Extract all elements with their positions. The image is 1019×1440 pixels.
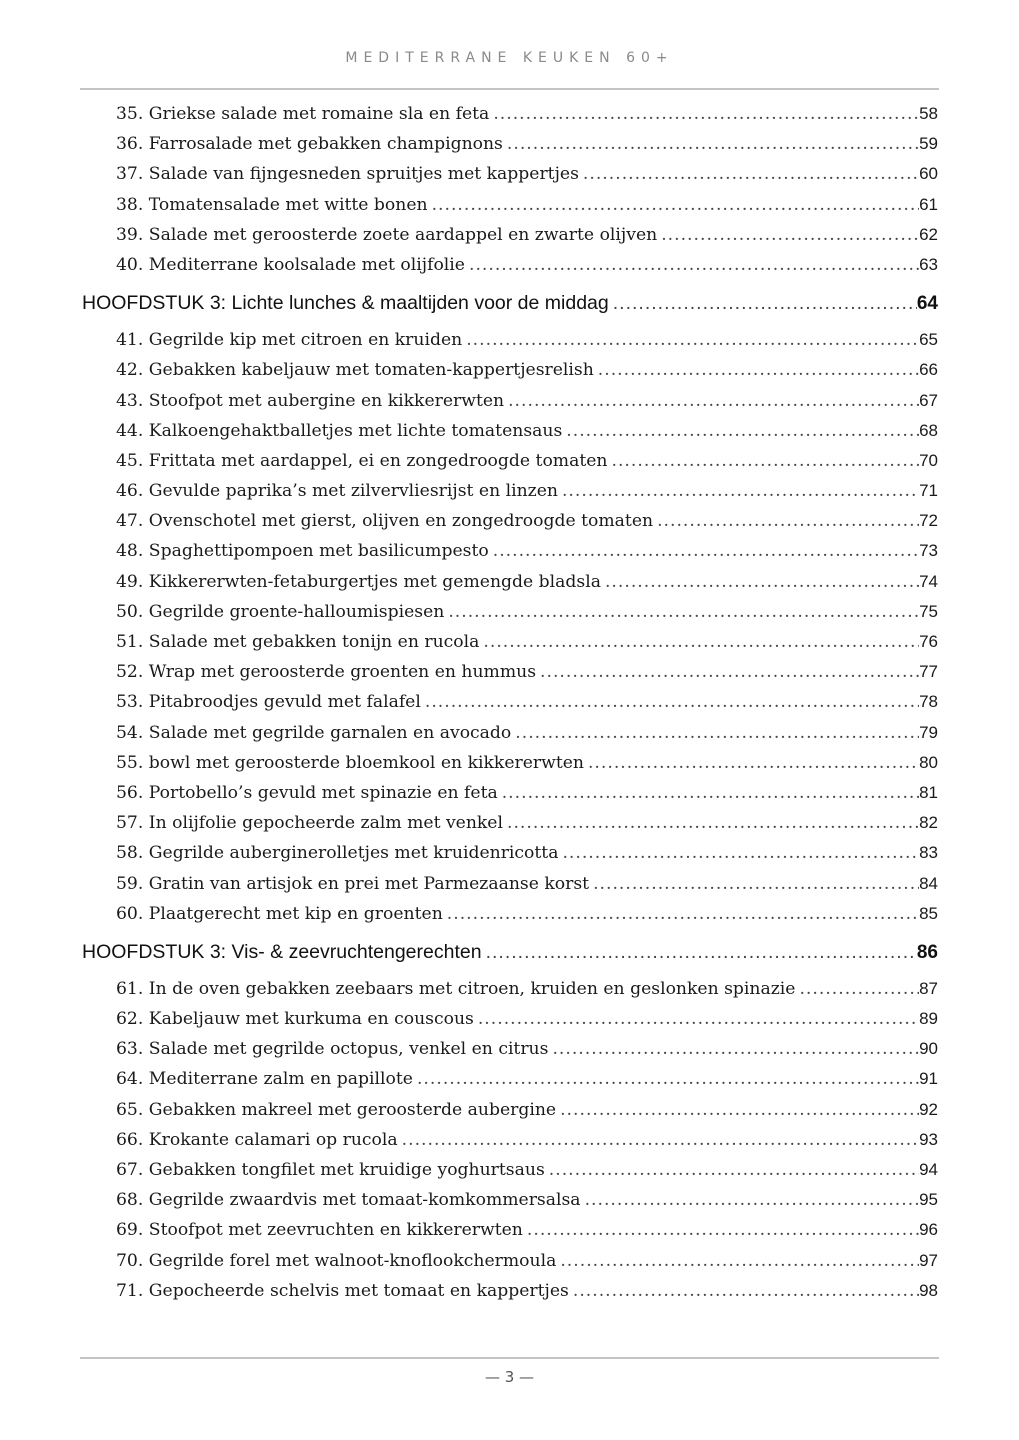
- toc-entry-page-number: 79: [919, 722, 938, 742]
- toc-entry: [82, 1155, 938, 1185]
- dot-leader: [657, 220, 919, 250]
- toc-entry-title: 56. Portobello’s gevuld met spinazie en feta: [116, 782, 498, 803]
- dot-leader: [482, 937, 917, 967]
- toc-entry: [82, 838, 938, 868]
- toc-entry-page-number: 77: [919, 662, 938, 682]
- dot-leader: [489, 536, 919, 566]
- toc-entry: [82, 1004, 938, 1034]
- toc-entry-page-number: 76: [919, 632, 938, 651]
- toc-entry-page-number: 72: [919, 511, 938, 531]
- toc-entry: [82, 190, 938, 220]
- toc-entry-title: 37. Salade van fijngesneden spruitjes met kappertjes: [116, 164, 579, 185]
- toc-entry-title: 41. Gegrilde kip met citroen en kruiden: [116, 330, 463, 351]
- toc-entry-page-number: 58: [919, 104, 938, 123]
- toc-entry-page-number: 70: [919, 450, 938, 470]
- toc-entry-title: 70. Gegrilde forel met walnoot-knoflookchermoula: [116, 1250, 557, 1271]
- toc-entry: [82, 778, 938, 808]
- toc-entry-title: 44. Kalkoengehaktballetjes met lichte tomatensaus: [116, 420, 563, 441]
- dot-leader: [562, 416, 919, 446]
- toc-entry: [82, 129, 938, 159]
- toc-entry-title: 71. Gepocheerde schelvis met tomaat en kappertjes: [116, 1280, 569, 1301]
- toc-entry: [82, 748, 938, 778]
- toc-entry-title: 40. Mediterrane koolsalade met olijfolie: [116, 254, 465, 275]
- dot-leader: [608, 446, 920, 476]
- toc-entry: [82, 386, 938, 416]
- toc-entry: [82, 536, 938, 566]
- page-number: — 3 —: [484, 1368, 535, 1386]
- toc-entry-page-number: 94: [919, 1160, 938, 1179]
- dot-leader: [465, 250, 919, 280]
- toc-entry-page-number: 93: [919, 1129, 938, 1149]
- toc-entry: [82, 1095, 938, 1125]
- toc-entry-title: 46. Gevulde paprika’s met zilvervliesrijst en linzen: [116, 481, 558, 502]
- toc-entry-page-number: 97: [919, 1250, 938, 1270]
- toc-entry-page-number: 61: [919, 194, 938, 214]
- toc-entry-page-number: 89: [919, 1009, 938, 1029]
- toc-entry-page-number: 59: [919, 134, 938, 154]
- toc-entry: [82, 1064, 938, 1094]
- toc-entry-title: 45. Frittata met aardappel, ei en zongedroogde tomaten: [116, 450, 608, 471]
- toc-entry-page-number: 75: [919, 601, 938, 621]
- toc-entry-page-number: 64: [916, 293, 938, 315]
- toc-entry-page-number: 62: [919, 224, 938, 244]
- toc-entry-title: 52. Wrap met geroosterde groenten en hummus: [116, 662, 537, 683]
- toc-entry: [82, 808, 938, 838]
- dot-leader: [474, 1004, 919, 1034]
- toc-entry: [82, 250, 938, 280]
- toc-entry: [82, 325, 938, 355]
- dot-leader: [413, 1064, 919, 1094]
- toc-entry-title: 51. Salade met gebakken tonijn en rucola: [116, 632, 480, 652]
- toc-entry-title: 35. Griekse salade met romaine sla en feta: [116, 104, 490, 124]
- toc-entry-page-number: 82: [919, 813, 938, 833]
- dot-leader: [569, 1276, 919, 1306]
- dot-leader: [558, 476, 919, 506]
- dot-leader: [479, 627, 919, 657]
- toc-entry-title: 55. bowl met geroosterde bloemkool en kikkererwten: [116, 752, 584, 773]
- dot-leader: [444, 597, 919, 627]
- toc-entry: [82, 1246, 938, 1276]
- dot-leader: [462, 325, 919, 355]
- toc-entry-title: 43. Stoofpot met aubergine en kikkererwten: [116, 390, 505, 411]
- dot-leader: [421, 687, 919, 717]
- dot-leader: [511, 718, 919, 748]
- table-of-contents: [82, 99, 938, 1306]
- toc-entry: [82, 687, 938, 717]
- toc-entry-page-number: 92: [919, 1099, 938, 1119]
- toc-entry: [82, 899, 938, 929]
- dot-leader: [556, 1246, 919, 1276]
- toc-entry: [82, 159, 938, 189]
- dot-leader: [594, 355, 919, 385]
- dot-leader: [503, 129, 919, 159]
- toc-entry-title: 49. Kikkererwten-fetaburgertjes met gemengde bladsla: [116, 571, 601, 592]
- dot-leader: [653, 506, 919, 536]
- toc-entry: [82, 657, 938, 687]
- dot-leader: [589, 869, 919, 899]
- toc-chapter-heading: [82, 280, 938, 325]
- toc-entry: [82, 1215, 938, 1245]
- toc-entry-page-number: 74: [919, 571, 938, 591]
- dot-leader: [503, 808, 919, 838]
- toc-entry: [82, 1185, 938, 1215]
- toc-entry-title: 59. Gratin van artisjok en prei met Parmezaanse korst: [116, 873, 590, 894]
- toc-entry-page-number: 95: [919, 1190, 938, 1210]
- toc-entry-title: 58. Gegrilde auberginerolletjes met kruidenricotta: [116, 843, 559, 864]
- toc-entry-page-number: 66: [919, 360, 938, 380]
- toc-entry-page-number: 86: [916, 941, 938, 963]
- toc-entry: [82, 416, 938, 446]
- toc-entry-title: 68. Gegrilde zwaardvis met tomaat-komkommersalsa: [116, 1190, 581, 1211]
- toc-entry-page-number: 84: [919, 873, 938, 893]
- dot-leader: [609, 288, 917, 318]
- dot-leader: [558, 838, 919, 868]
- toc-chapter-heading: [82, 929, 938, 974]
- toc-entry-title: 54. Salade met gegrilde garnalen en avocado: [116, 722, 512, 743]
- dot-leader: [579, 159, 919, 189]
- dot-leader: [548, 1034, 919, 1064]
- toc-entry-title: 39. Salade met geroosterde zoete aardappel en zwarte olijven: [116, 224, 658, 245]
- toc-entry-title: HOOFDSTUK 3: Vis- & zeevruchtengerechten: [82, 940, 482, 963]
- dot-leader: [443, 899, 919, 929]
- toc-entry-page-number: 81: [919, 782, 938, 802]
- dot-leader: [504, 386, 919, 416]
- dot-leader: [545, 1155, 919, 1185]
- toc-entry-page-number: 91: [919, 1069, 938, 1089]
- footer-rule: [80, 1357, 939, 1359]
- toc-entry-title: 69. Stoofpot met zeevruchten en kikkererwten: [116, 1220, 523, 1241]
- dot-leader: [556, 1095, 919, 1125]
- toc-entry: [82, 627, 938, 657]
- toc-entry-title: 50. Gegrilde groente-halloumispiesen: [116, 601, 445, 622]
- toc-entry: [82, 718, 938, 748]
- toc-entry-page-number: 96: [919, 1220, 938, 1240]
- toc-entry-title: 61. In de oven gebakken zeebaars met citroen, kruiden en geslonken spinazie: [116, 978, 796, 999]
- dot-leader: [398, 1125, 919, 1155]
- toc-entry: [82, 476, 938, 506]
- toc-entry-title: HOOFDSTUK 3: Lichte lunches & maaltijden voor de middag: [82, 292, 609, 315]
- header-rule: [80, 88, 939, 90]
- toc-entry-page-number: 65: [919, 330, 938, 350]
- toc-entry-page-number: 63: [919, 254, 938, 274]
- toc-entry: [82, 1125, 938, 1155]
- toc-entry-title: 62. Kabeljauw met kurkuma en couscous: [116, 1009, 474, 1030]
- toc-entry: [82, 974, 938, 1004]
- toc-entry-title: 48. Spaghettipompoen met basilicumpesto: [116, 541, 489, 562]
- toc-entry-title: 57. In olijfolie gepocheerde zalm met venkel: [116, 813, 503, 834]
- dot-leader: [536, 657, 919, 687]
- toc-entry-page-number: 85: [919, 903, 938, 923]
- toc-entry-title: 64. Mediterrane zalm en papillote: [116, 1069, 413, 1090]
- toc-entry-page-number: 98: [919, 1280, 938, 1300]
- toc-entry-page-number: 90: [919, 1039, 938, 1059]
- dot-leader: [795, 974, 919, 1004]
- toc-entry-page-number: 67: [919, 390, 938, 410]
- toc-entry-title: 38. Tomatensalade met witte bonen: [116, 194, 428, 215]
- toc-entry-page-number: 71: [919, 481, 938, 501]
- toc-entry-title: 60. Plaatgerecht met kip en groenten: [116, 903, 443, 924]
- dot-leader: [523, 1215, 919, 1245]
- toc-entry-page-number: 78: [919, 692, 938, 712]
- toc-entry-page-number: 87: [919, 978, 938, 998]
- toc-entry-page-number: 83: [919, 843, 938, 863]
- toc-entry-title: 53. Pitabroodjes gevuld met falafel: [116, 692, 421, 713]
- dot-leader: [584, 748, 919, 778]
- toc-entry: [82, 869, 938, 899]
- dot-leader: [428, 190, 920, 220]
- toc-entry-title: 42. Gebakken kabeljauw met tomaten-kappertjesrelish: [116, 360, 594, 381]
- toc-entry-page-number: 68: [919, 420, 938, 440]
- toc-entry-title: 36. Farrosalade met gebakken champignons: [116, 134, 503, 155]
- toc-entry: [82, 99, 938, 129]
- toc-entry-page-number: 60: [919, 164, 938, 184]
- toc-entry: [82, 506, 938, 536]
- toc-entry-title: 63. Salade met gegrilde octopus, venkel en citrus: [116, 1039, 549, 1060]
- toc-entry-title: 66. Krokante calamari op rucola: [116, 1129, 398, 1150]
- toc-entry-page-number: 73: [919, 541, 938, 561]
- toc-entry: [82, 355, 938, 385]
- running-header: MEDITERRANE KEUKEN 60+: [345, 50, 674, 66]
- toc-entry: [82, 1276, 938, 1306]
- toc-entry: [82, 220, 938, 250]
- toc-entry-title: 65. Gebakken makreel met geroosterde aubergine: [116, 1099, 557, 1120]
- toc-entry: [82, 446, 938, 476]
- dot-leader: [489, 99, 919, 129]
- toc-entry: [82, 567, 938, 597]
- toc-entry: [82, 597, 938, 627]
- toc-entry: [82, 1034, 938, 1064]
- toc-entry-page-number: 80: [919, 752, 938, 772]
- toc-entry-title: 67. Gebakken tongfilet met kruidige yoghurtsaus: [116, 1160, 545, 1180]
- dot-leader: [498, 778, 919, 808]
- toc-entry-title: 47. Ovenschotel met gierst, olijven en zongedroogde tomaten: [116, 511, 654, 532]
- dot-leader: [601, 567, 919, 597]
- dot-leader: [581, 1185, 920, 1215]
